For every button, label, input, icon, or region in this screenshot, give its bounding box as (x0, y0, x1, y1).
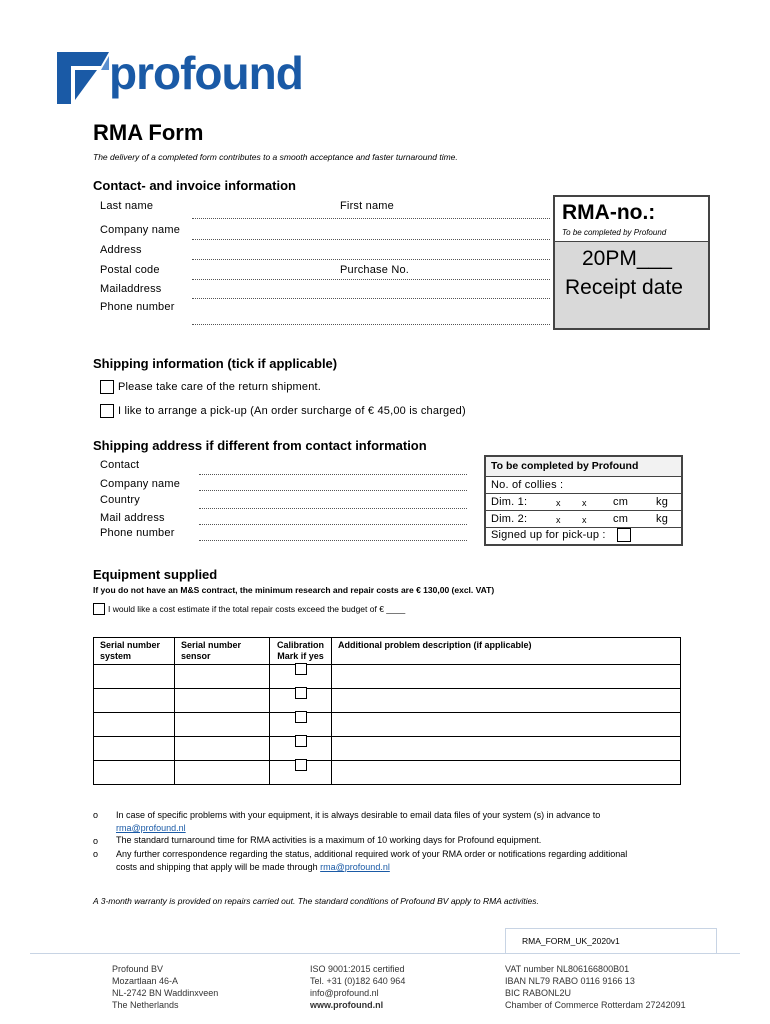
footer-iban: IBAN NL79 RABO 0116 9166 13 (505, 976, 635, 986)
calibration-cell (270, 737, 332, 761)
note-3-text-b: costs and shipping that apply will be made through (116, 862, 318, 872)
note-2: The standard turnaround time for RMA activities is a maximum of 10 working days for Profound equipment. (116, 835, 542, 845)
serial-sensor-cell[interactable] (175, 761, 270, 785)
page-subtitle: The delivery of a completed form contributes to a smooth acceptance and faster turnaround time. (93, 152, 458, 162)
pf-pickup-row (486, 528, 681, 544)
calibration-cell (270, 689, 332, 713)
footer-divider (30, 953, 740, 954)
col-serial-sensor (175, 638, 270, 665)
pf-dim1-x1: x (556, 498, 561, 508)
table-row (94, 713, 681, 737)
return-shipment-label: Please take care of the return shipment. (118, 381, 322, 393)
footer-coc: Chamber of Commerce Rotterdam 27242091 (505, 1000, 686, 1010)
note-1-text: In case of specific problems with your equipment, it is always desirable to email data files of your system (s) in advance to (116, 810, 601, 820)
phone-number-field[interactable] (192, 324, 550, 325)
footer-vat: VAT number NL806166800B01 (505, 964, 630, 974)
serial-system-cell[interactable] (94, 761, 175, 785)
pf-dim1-x2: x (582, 498, 587, 508)
note-3-text-a: Any further correspondence regarding the status, additional required work of your RMA order or notifications regarding additional (116, 849, 628, 859)
col-description-label: Additional problem description (if applicable) (338, 640, 532, 650)
serial-sensor-cell[interactable] (175, 665, 270, 689)
pf-header: To be completed by Profound (491, 460, 639, 472)
footer-iso: ISO 9001:2015 certified (310, 964, 405, 974)
col-description (332, 638, 681, 665)
pf-dim1-row (486, 494, 681, 511)
ship-company-field[interactable] (199, 490, 467, 491)
calibration-cell (270, 665, 332, 689)
serial-system-cell[interactable] (94, 689, 175, 713)
calibration-checkbox[interactable] (295, 711, 307, 723)
postal-code-field[interactable] (192, 279, 550, 280)
form-code: RMA_FORM_UK_2020v1 (522, 936, 620, 946)
calibration-checkbox[interactable] (295, 663, 307, 675)
pf-dim1-kg: kg (656, 496, 669, 508)
col-serial-system-l1: Serial number (100, 640, 161, 650)
ship-contact-field[interactable] (199, 474, 467, 475)
ship-company-label: Company name (100, 478, 181, 490)
col-calibration-l2: Mark if yes (277, 651, 324, 661)
rma-note: To be completed by Profound (562, 228, 667, 237)
pf-pickup-label: Signed up for pick-up : (491, 529, 606, 541)
col-serial-system (94, 638, 175, 665)
address-field[interactable] (192, 259, 550, 260)
table-row (94, 761, 681, 785)
description-cell[interactable] (332, 689, 681, 713)
form-code-box (505, 928, 717, 954)
table-header-row (94, 638, 681, 665)
address-label: Address (100, 244, 142, 256)
footer-web[interactable]: www.profound.nl (310, 1000, 384, 1010)
pf-dim2-label: Dim. 2: (491, 513, 528, 525)
first-name-label: First name (340, 200, 394, 212)
calibration-checkbox[interactable] (295, 687, 307, 699)
col-calibration-l1: Calibration (276, 640, 324, 650)
col-serial-system-l2: system (100, 651, 132, 661)
company-name-label: Company name (100, 224, 181, 236)
serial-sensor-cell[interactable] (175, 689, 270, 713)
calibration-checkbox[interactable] (295, 735, 307, 747)
serial-sensor-cell[interactable] (175, 713, 270, 737)
pf-collies-row (486, 477, 681, 494)
ship-mail-field[interactable] (199, 524, 467, 525)
phone-number-label: Phone number (100, 301, 175, 313)
note-3 (116, 848, 686, 874)
profound-logo-icon (57, 52, 109, 104)
ship-country-label: Country (100, 494, 140, 506)
rma-number[interactable]: 20PM___ (582, 247, 672, 270)
shipping-info-heading: Shipping information (tick if applicable) (93, 356, 338, 371)
table-row (94, 665, 681, 689)
ship-phone-field[interactable] (199, 540, 467, 541)
rma-email-link[interactable]: rma@profound.nl (116, 823, 186, 833)
mailaddress-label: Mailaddress (100, 283, 162, 295)
equipment-note: If you do not have an M&S contract, the minimum research and repair costs are € 130,00 (excl. VAT) (93, 585, 495, 595)
footer-email[interactable]: info@profound.nl (310, 988, 379, 998)
mailaddress-field[interactable] (192, 298, 550, 299)
table-row (94, 737, 681, 761)
page-title: RMA Form (93, 120, 204, 145)
receipt-date[interactable]: Receipt date (565, 276, 683, 299)
purchase-no-label: Purchase No. (340, 264, 410, 276)
postal-code-label: Postal code (100, 264, 160, 276)
name-field[interactable] (192, 218, 550, 219)
footer-city: NL-2742 BN Waddinxveen (112, 988, 219, 998)
col-calibration (270, 638, 332, 665)
footer-bic: BIC RABONL2U (505, 988, 572, 998)
pickup-checkbox[interactable] (100, 404, 114, 418)
footer-col-company (112, 963, 218, 1011)
pf-dim2-kg: kg (656, 513, 669, 525)
calibration-cell (270, 713, 332, 737)
pf-header-row (486, 457, 681, 477)
note-bullet-2: o (93, 836, 99, 846)
serial-system-cell[interactable] (94, 737, 175, 761)
ship-country-field[interactable] (199, 508, 467, 509)
pf-dim1-label: Dim. 1: (491, 496, 528, 508)
cost-estimate-checkbox[interactable] (93, 603, 105, 615)
logo-text: profound (109, 47, 303, 99)
warranty-text: A 3-month warranty is provided on repairs carried out. The standard conditions of Profound BV apply to RMA activities. (93, 896, 539, 906)
note-1 (116, 809, 676, 835)
rma-email-link-2[interactable]: rma@profound.nl (320, 862, 390, 872)
pf-dim2-x1: x (556, 515, 561, 525)
rma-title: RMA-no.: (562, 201, 656, 224)
ship-contact-label: Contact (100, 459, 140, 471)
return-shipment-checkbox[interactable] (100, 380, 114, 394)
description-cell[interactable] (332, 737, 681, 761)
footer-country: The Netherlands (112, 1000, 179, 1010)
pf-dim1-cm: cm (613, 496, 629, 508)
profound-completion-table (484, 455, 683, 546)
footer-col-bank (505, 963, 686, 1011)
equipment-table (93, 637, 681, 785)
serial-system-cell[interactable] (94, 713, 175, 737)
note-bullet-3: o (93, 849, 99, 859)
pf-pickup-checkbox[interactable] (617, 528, 631, 542)
contact-heading: Contact- and invoice information (93, 178, 296, 193)
rma-box-header (555, 197, 708, 242)
footer-street: Mozartlaan 46-A (112, 976, 179, 986)
serial-system-cell[interactable] (94, 665, 175, 689)
pf-dim2-x2: x (582, 515, 587, 525)
ship-mail-label: Mail address (100, 512, 165, 524)
logo (57, 47, 303, 106)
col-serial-sensor-l1: Serial number (181, 640, 242, 650)
pf-dim2-cm: cm (613, 513, 629, 525)
ship-phone-label: Phone number (100, 527, 175, 539)
footer-col-contact (310, 963, 405, 1011)
calibration-checkbox[interactable] (295, 759, 307, 771)
shipping-address-heading: Shipping address if different from contact information (93, 438, 427, 453)
footer-tel: Tel. +31 (0)182 640 964 (310, 976, 406, 986)
serial-sensor-cell[interactable] (175, 737, 270, 761)
pf-collies-label: No. of collies : (491, 479, 564, 491)
cost-estimate-label: I would like a cost estimate if the total repair costs exceed the budget of € ____ (108, 604, 406, 614)
last-name-label: Last name (100, 200, 154, 212)
calibration-cell (270, 761, 332, 785)
pf-dim2-row (486, 511, 681, 528)
description-cell[interactable] (332, 761, 681, 785)
description-cell[interactable] (332, 713, 681, 737)
footer-company-name: Profound BV (112, 964, 164, 974)
equipment-heading: Equipment supplied (93, 567, 218, 582)
rma-number-box (553, 195, 710, 330)
col-serial-sensor-l2: sensor (181, 651, 211, 661)
pickup-label: I like to arrange a pick-up (An order surcharge of € 45,00 is charged) (118, 405, 466, 417)
description-cell[interactable] (332, 665, 681, 689)
note-bullet-1: o (93, 810, 99, 820)
company-name-field[interactable] (192, 239, 550, 240)
table-row (94, 689, 681, 713)
